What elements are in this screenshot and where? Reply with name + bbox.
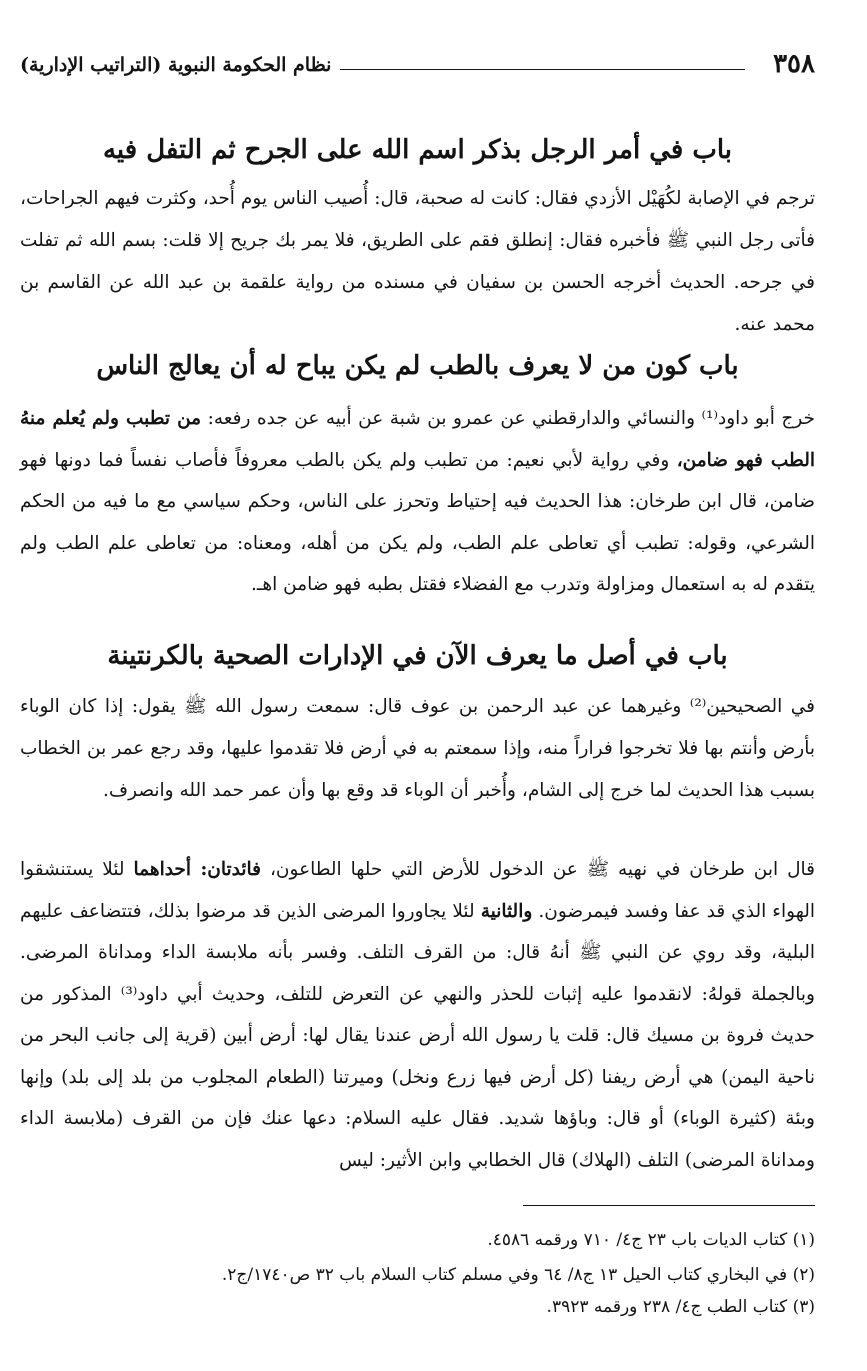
section-paragraph [20,849,815,1181]
bold-term: والثانية [480,900,533,922]
section-heading: باب في أصل ما يعرف الآن في الإدارات الصحية بالكرنتينة [107,641,728,671]
header-rule [340,69,745,70]
footnote: (٢) في البخاري كتاب الحيل ١٣ ج٨/ ٦٤ وفي مسلم كتاب السلام باب ٣٢ ص١٧٤٠/ج٢. [221,1265,815,1285]
footnote: (١) كتاب الديات باب ٢٣ ج٤/ ٧١٠ ورقمه ٤٥٨٦. [487,1230,815,1250]
text-run: في الصحيحين⁽²⁾ وغيرهما عن عبد الرحمن بن عوف قال: سمعت رسول الله ﷺ يقول: إذا كان الوباء بأرض وأنتم بها فلا تخرجوا فراراً منه، وإذا سمعتم به في أرض فلا تقدموا عليها، وقد رجع عمر بن الخطاب بسبب هذا الحديث لما خرج إلى الشام، وأُخبر أن الوباء قد وقع بها وأن عمر حمد الله وانصرف. [20,696,816,801]
page-number: ٣٥٨ [773,49,815,79]
text-run: وفي رواية لأبي نعيم: من تطبب ولم يكن بالطب معروفاً فأصاب نفساً فما دونها فهو ضامن، قال ابن طرخان: هذا الحديث فيه إحتياط وتحرز على الناس، وحكم سياسي مع ما فيه من الحكم الشرعي، وقوله: تطبب أي تعاطى علم الطب، ولم يكن من أهله، ومعناه: من تعاطى علم الطب ولم يتقدم له به استعمال ومزاولة وتدرب مع الفضلاء فقتل بطبه فهو ضامن اهـ. [20,449,815,595]
text-run: لئلا يستنشقوا الهواء الذي قد عفا وفسد فيمرضون. [20,859,816,922]
section-paragraph [20,686,815,812]
bold-term: فائدتان: أحداهما [133,859,262,880]
section-heading: باب في أمر الرجل بذكر اسم الله على الجرح ثم التفل فيه [102,135,733,165]
text-run: خرج أبو داود⁽¹⁾ والنسائي والدارقطني عن عمرو بن شبة عن أبيه عن جده رفعه: [201,408,815,429]
footnote-rule [523,1205,815,1206]
section-heading: باب كون من لا يعرف بالطب لم يكن يباح له أن يعالج الناس [96,351,739,381]
text-run: لئلا يجاوروا المرضى الذين قد مرضوا بذلك، فتتضاعف عليهم البلية، وقد روي عن النبي ﷺ أنهُ قال: من القرف التلف. وفسر بأنه ملابسة الداء ومداناة المرضى. وبالجملة قولهُ: لانقدموا عليه إثبات للحذر والنهي عن التعرض للتلف، وحديث أبي داود⁽³⁾ المذكور من حديث فروة بن مسيك قال: قلت يا رسول الله أرض عندنا يقال لها: أرض أبين (قرية إلى جانب البحر من ناحية اليمن) هي أرض ريفنا (كل أرض فيها زرع ونخل) وميرتنا (الطعام المجلوب من بلد إلى بلد) وإنها وبئة (كثيرة الوباء) أو قال: وباؤها شديد. فقال عليه السلام: دعها عنك فإن من القرف (ملابسة الداء ومداناة المرضى) التلف (الهلاك) قال الخطابي وابن الأثير: ليس [20,900,815,1171]
text-run: قال ابن طرخان في نهيه ﷺ عن الدخول للأرض التي حلها الطاعون، [261,859,815,880]
running-title: نظام الحكومة النبوية (التراتيب الإدارية) [20,54,332,76]
section-paragraph [20,178,815,346]
text-run: ترجم في الإصابة لكُهَيْل الأزدي فقال: كانت له صحبة، قال: أُصيب الناس يوم أُحد، وكثرت فيهم الجراحات، فأتى رجل النبي ﷺ فأخبره فقال: إنطلق فقم على الطريق، فلا يمر بك جريح إلا قلت: بسم الله ثم تفلت في جرحه. الحديث أخرجه الحسن بن سفيان في مسنده من رواية علقمة بن عبد الله عن القاسم بن محمد عنه. [20,188,815,335]
section-paragraph [20,398,815,606]
footnote: (٣) كتاب الطب ج٤/ ٢٣٨ ورقمه ٣٩٢٣. [546,1297,815,1317]
bold-hadith-text: من تطبب ولم يُعلم منهُ الطب فهو ضامن، [20,408,815,471]
page-header [20,44,815,84]
